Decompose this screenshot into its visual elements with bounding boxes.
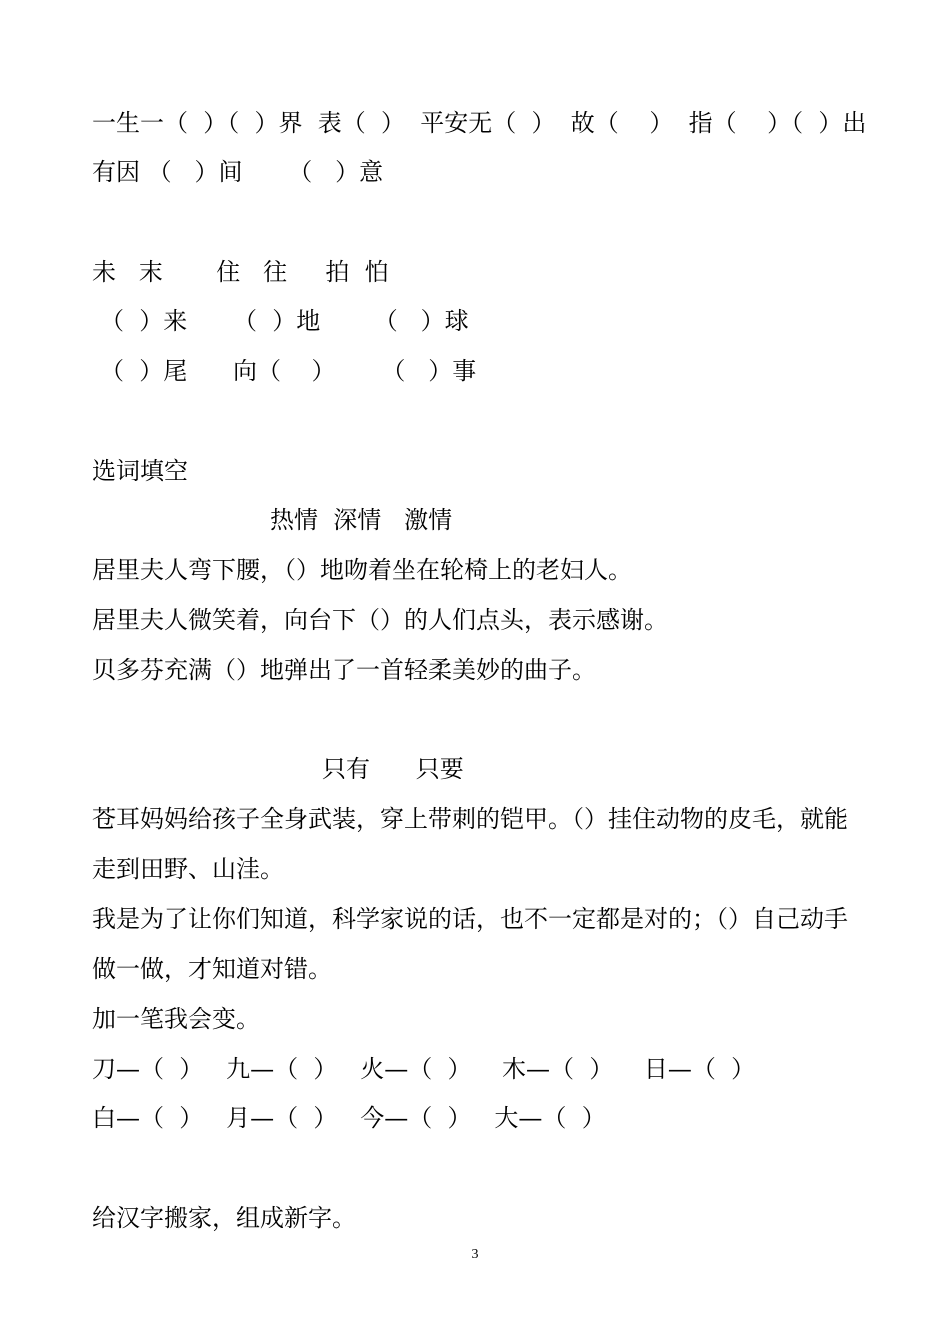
section-heading-word-choice: 选词填空 [92, 457, 188, 485]
text-line-2: 有因 （ ）间 （ ）意 [92, 158, 384, 186]
sentence-4: 苍耳妈妈给孩子全身武装，穿上带刺的铠甲。（）挂住动物的皮毛，就能 [92, 805, 848, 833]
add-stroke-row-2: 白—（ ） 月—（ ） 今—（ ） 大—（ ） [92, 1104, 606, 1132]
text-line-4: （ ）来 （ ）地 （ ）球 [100, 307, 469, 335]
section-heading-add-stroke: 加一笔我会变。 [92, 1005, 260, 1033]
text-line-1: 一生一（ ）（ ）界 表（ ） 平安无（ ） 故（ ） 指（ ）（ ）出 [92, 109, 867, 137]
sentence-2: 居里夫人微笑着，向台下（）的人们点头，表示感谢。 [92, 606, 668, 634]
text-line-5: （ ）尾 向（ ） （ ）事 [100, 357, 477, 385]
sentence-1: 居里夫人弯下腰，（）地吻着坐在轮椅上的老妇人。 [92, 556, 632, 584]
sentence-5-cont: 做一做，才知道对错。 [92, 955, 332, 983]
word-options-2: 只有 只要 [322, 755, 464, 783]
page-number: 3 [471, 1247, 479, 1262]
word-options-1: 热情 深情 激情 [270, 506, 453, 534]
sentence-5: 我是为了让你们知道，科学家说的话，也不一定都是对的；（）自己动手 [92, 905, 848, 933]
section-heading-move-character: 给汉字搬家，组成新字。 [92, 1204, 356, 1232]
sentence-4-cont: 走到田野、山洼。 [92, 855, 284, 883]
add-stroke-row-1: 刀—（ ） 九—（ ） 火—（ ） 木—（ ） 日—（ ） [92, 1055, 756, 1083]
sentence-3: 贝多芬充满（）地弹出了一首轻柔美妙的曲子。 [92, 656, 596, 684]
text-line-3: 未 末 住 往 拍 怕 [92, 258, 389, 286]
